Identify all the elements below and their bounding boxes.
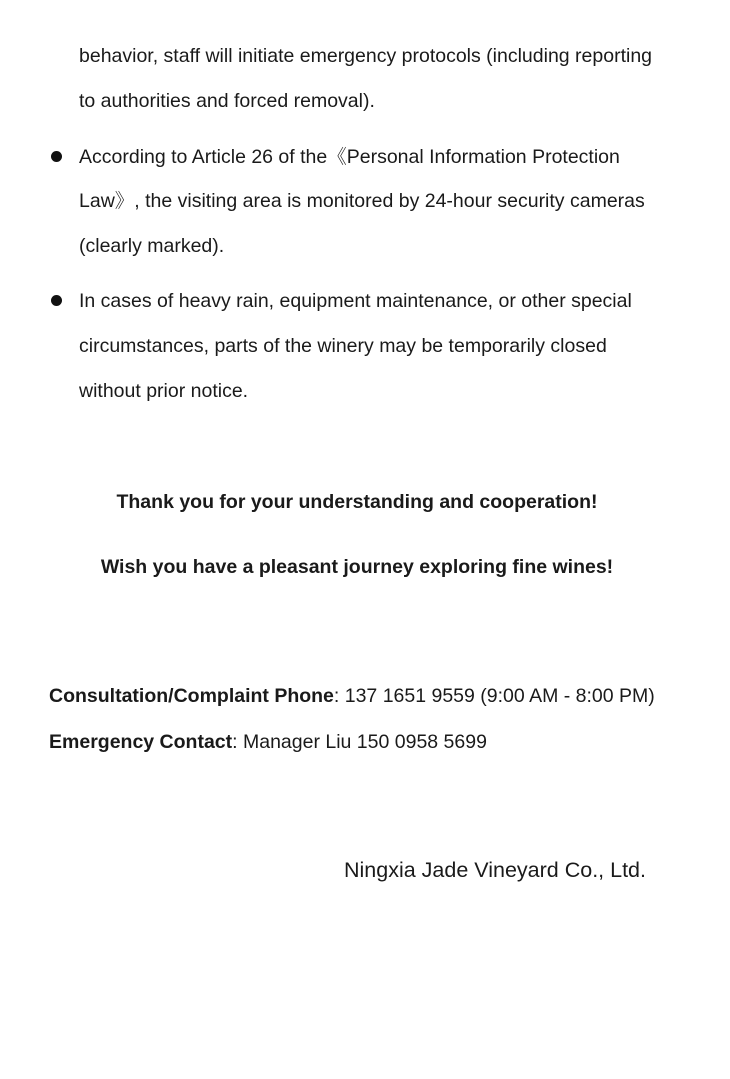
wish-message: Wish you have a pleasant journey exploring fine wines!: [100, 556, 614, 578]
emergency-label: Emergency Contact: [49, 731, 233, 753]
continuation-line-2: to authorities and forced removal).: [79, 90, 375, 112]
bullet-2-line-3: without prior notice.: [79, 380, 249, 402]
continuation-line-1: behavior, staff will initiate emergency protocols (including reporting: [79, 45, 653, 67]
thanks-message: Thank you for your understanding and cooperation!: [116, 491, 598, 513]
emergency-value: : Manager Liu 150 0958 5699: [232, 731, 487, 753]
consultation-contact: [49, 684, 655, 708]
consultation-label: Consultation/Complaint Phone: [49, 685, 334, 707]
bullet-2-line-2: circumstances, parts of the winery may be temporarily closed: [79, 335, 607, 357]
emergency-contact: [49, 730, 487, 754]
bullet-dot-icon: [51, 151, 62, 162]
bullet-1-line-1: According to Article 26 of the《Personal Information Protection: [79, 146, 620, 168]
consultation-value: : 137 1651 9559 (9:00 AM - 8:00 PM): [333, 685, 655, 707]
bullet-1-line-3: (clearly marked).: [79, 235, 225, 257]
bullet-1-line-2: Law》, the visiting area is monitored by 24-hour security cameras: [79, 190, 645, 212]
bullet-2-line-1: In cases of heavy rain, equipment maintenance, or other special: [79, 290, 632, 312]
company-signature: Ningxia Jade Vineyard Co., Ltd.: [344, 858, 646, 882]
bullet-dot-icon: [51, 295, 62, 306]
